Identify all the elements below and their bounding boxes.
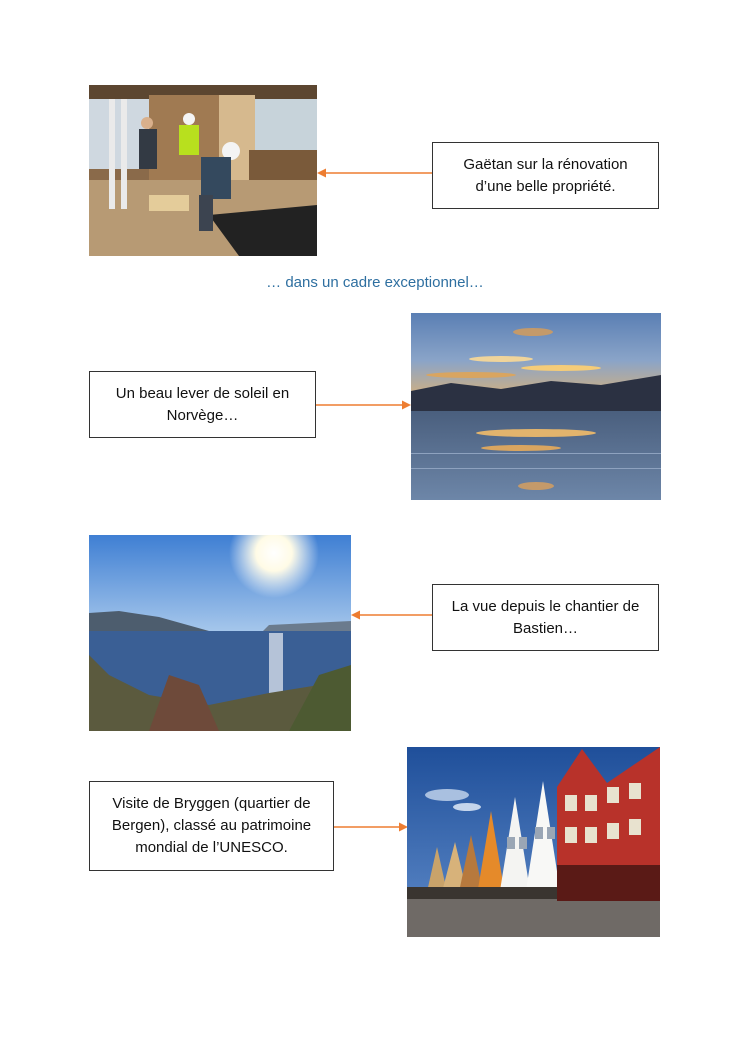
arrow-to-renovation-photo bbox=[317, 166, 433, 180]
sunrise-caption: Un beau lever de soleil en Norvège… bbox=[89, 371, 316, 438]
bryggen-caption: Visite de Bryggen (quartier de Bergen), classé au patrimoine mondial de l’UNESCO. bbox=[89, 781, 334, 871]
renovation-caption: Gaëtan sur la rénovation d’une belle propriété. bbox=[432, 142, 659, 209]
bryggen-photo bbox=[407, 747, 660, 937]
interlude-text: … dans un cadre exceptionnel… bbox=[266, 274, 484, 291]
arrow-to-sunrise-photo bbox=[316, 398, 411, 412]
fjord-view-caption: La vue depuis le chantier de Bastien… bbox=[432, 584, 659, 651]
arrow-to-bryggen-photo bbox=[334, 820, 408, 834]
arrow-to-fjord-view-photo bbox=[351, 608, 432, 622]
sunrise-photo bbox=[411, 313, 661, 500]
fjord-view-photo bbox=[89, 535, 351, 731]
renovation-photo bbox=[89, 85, 317, 256]
